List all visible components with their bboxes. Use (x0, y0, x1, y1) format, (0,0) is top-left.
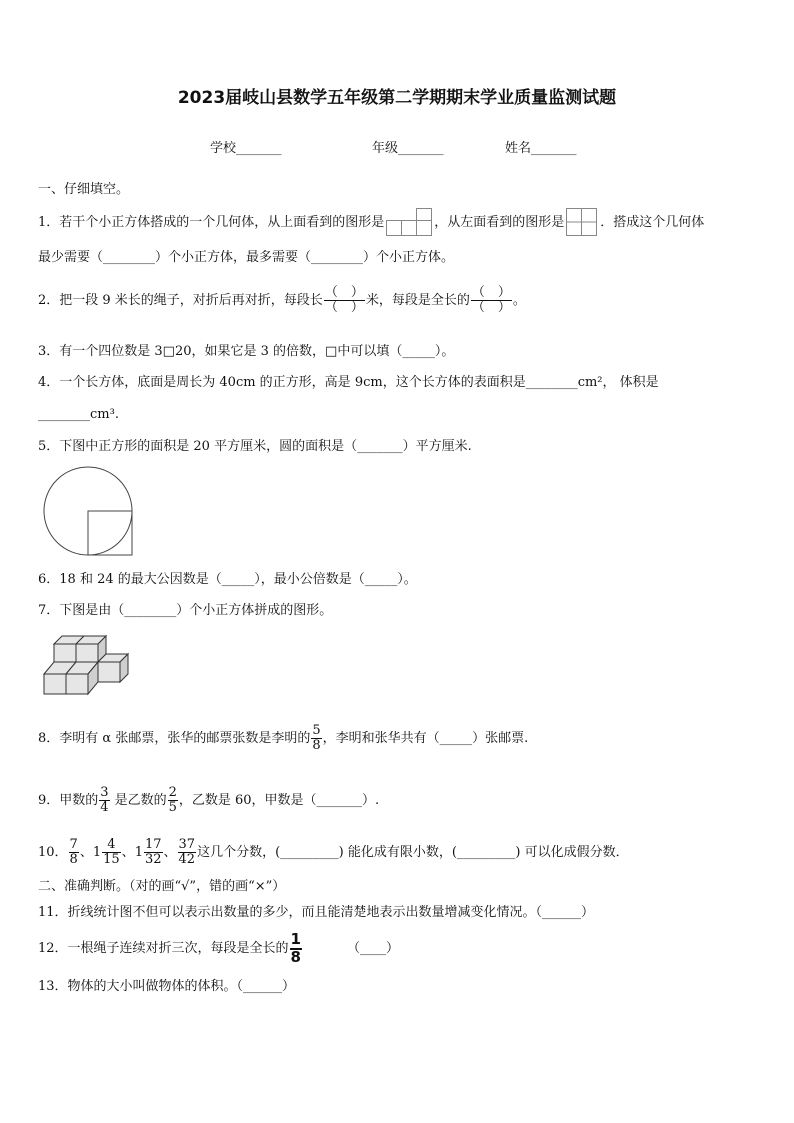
question-6: 6．18 和 24 的最大公因数是（_____），最小公倍数是（_____）。 (38, 572, 417, 587)
q1-text-b: ，从左面看到的图形是 (434, 214, 565, 230)
question-11: 11．折线统计图不但可以表示出数量的多少，而且能清楚地表示出数量增减变化情况。（______） (38, 905, 595, 920)
question-8 (38, 724, 528, 752)
question-12 (38, 932, 399, 966)
circle-square-figure (40, 466, 140, 558)
q2-text-b: 米，每段是全长的 (365, 292, 470, 308)
question-1-line-2: 最少需要（________）个小正方体，最多需要（________）个小正方体。 (38, 250, 455, 265)
q10-denominator-1: 8 (69, 851, 78, 867)
q2-blank-denominator-1: （ ） (324, 299, 364, 315)
q10-denominator-4: 42 (178, 851, 196, 867)
q2-text-c: 。 (512, 292, 526, 308)
q8-denominator: 8 (312, 737, 321, 753)
q9-numerator-1: 3 (100, 785, 109, 800)
q8-text-a: 8．李明有 α 张邮票，张华的邮票张数是李明的 (38, 730, 311, 746)
q9-text-a: 9．甲数的 (38, 792, 99, 808)
q10-number: 10． (38, 844, 68, 860)
q9-text-c: ，乙数是 60，甲数是（_______）. (178, 792, 380, 808)
q10-numerator-2: 4 (107, 837, 116, 852)
q10-mixed-3 (135, 838, 164, 866)
question-3: 3．有一个四位数是 3□20，如果它是 3 的倍数，□中可以填（_____）。 (38, 344, 455, 359)
q8-numerator: 5 (312, 723, 321, 738)
q10-whole-3: 1 (134, 844, 143, 860)
grade-field: 年级_______ (372, 141, 444, 156)
question-5: 5．下图中正方形的面积是 20 平方厘米，圆的面积是（_______）平方厘米. (38, 439, 472, 454)
top-view-figure (386, 208, 432, 236)
q9-fraction-2 (168, 786, 178, 814)
q12-text-b: （____） (346, 941, 399, 957)
q8-text-b: ，李明和张华共有（_____）张邮票. (322, 730, 529, 746)
q2-blank-fraction-2 (471, 286, 512, 314)
q12-numerator: 1 (290, 930, 301, 948)
q10-separator-1: 、 (79, 844, 93, 860)
school-field: 学校_______ (210, 141, 282, 156)
page-title: 2023届岐山县数学五年级第二学期期末学业质量监测试题 (177, 88, 617, 108)
q10-whole-2: 1 (92, 844, 102, 860)
q10-numerator-3: 17 (144, 837, 162, 852)
q10-denominator-2: 15 (103, 851, 120, 867)
q2-blank-fraction-1 (324, 286, 365, 314)
q2-text-a: 2．把一段 9 米长的绳子，对折后再对折，每段长 (38, 292, 323, 308)
question-10 (38, 838, 629, 866)
question-1-line-1 (38, 208, 704, 236)
q9-fraction-1 (99, 786, 109, 814)
q10-separator-3: 、 (163, 844, 177, 860)
section-2-heading: 二、准确判断。（对的画“√”，错的画“×”） (38, 879, 286, 894)
q12-denominator: 8 (290, 947, 301, 966)
q9-denominator-1: 4 (100, 799, 109, 815)
q10-separator-2: 、 (121, 844, 135, 860)
question-7: 7．下图是由（________）个小正方体拼成的图形。 (38, 603, 333, 618)
q10-fraction-1 (69, 838, 79, 866)
left-view-figure (566, 208, 598, 236)
q9-text-b: 是乙数的 (114, 792, 167, 808)
q10-text-b: 这几个分数，(_________) 能化成有限小数，(_________) 可以化成假分数． (197, 844, 629, 860)
q10-fraction-4 (178, 838, 197, 866)
q1-text-c: ．搭成这个几何体 (600, 214, 705, 230)
question-13: 13．物体的大小叫做物体的体积。（______） (38, 979, 296, 994)
q8-fraction (311, 724, 321, 752)
q2-blank-numerator-1: （ ） (324, 285, 364, 300)
q10-numerator-1: 7 (69, 837, 78, 852)
q2-blank-numerator-2: （ ） (471, 285, 511, 300)
q1-text-a: 1．若干个小正方体搭成的一个几何体，从上面看到的图形是 (38, 214, 385, 230)
cubes-figure (42, 634, 134, 696)
q10-denominator-3: 32 (144, 851, 162, 867)
q10-fraction-2 (102, 838, 121, 866)
section-1-heading: 一、仔细填空。 (38, 182, 130, 197)
question-9 (38, 786, 379, 814)
q10-fraction-3 (144, 838, 163, 866)
q9-numerator-2: 2 (168, 785, 177, 800)
name-field: 姓名_______ (505, 141, 577, 156)
question-4-line-1: 4．一个长方体，底面是周长为 40cm 的正方形，高是 9cm，这个长方体的表面积是________cm²， 体积是 (38, 375, 659, 390)
question-2 (38, 286, 526, 314)
question-4-line-2: ________cm³. (38, 407, 119, 422)
q9-denominator-2: 5 (168, 799, 177, 815)
q12-fraction (290, 932, 302, 966)
q2-blank-denominator-2: （ ） (471, 299, 511, 315)
q10-mixed-2 (93, 838, 122, 866)
q10-numerator-4: 37 (178, 837, 196, 852)
q12-text-a: 12．一根绳子连续对折三次，每段是全长的 (38, 941, 289, 957)
